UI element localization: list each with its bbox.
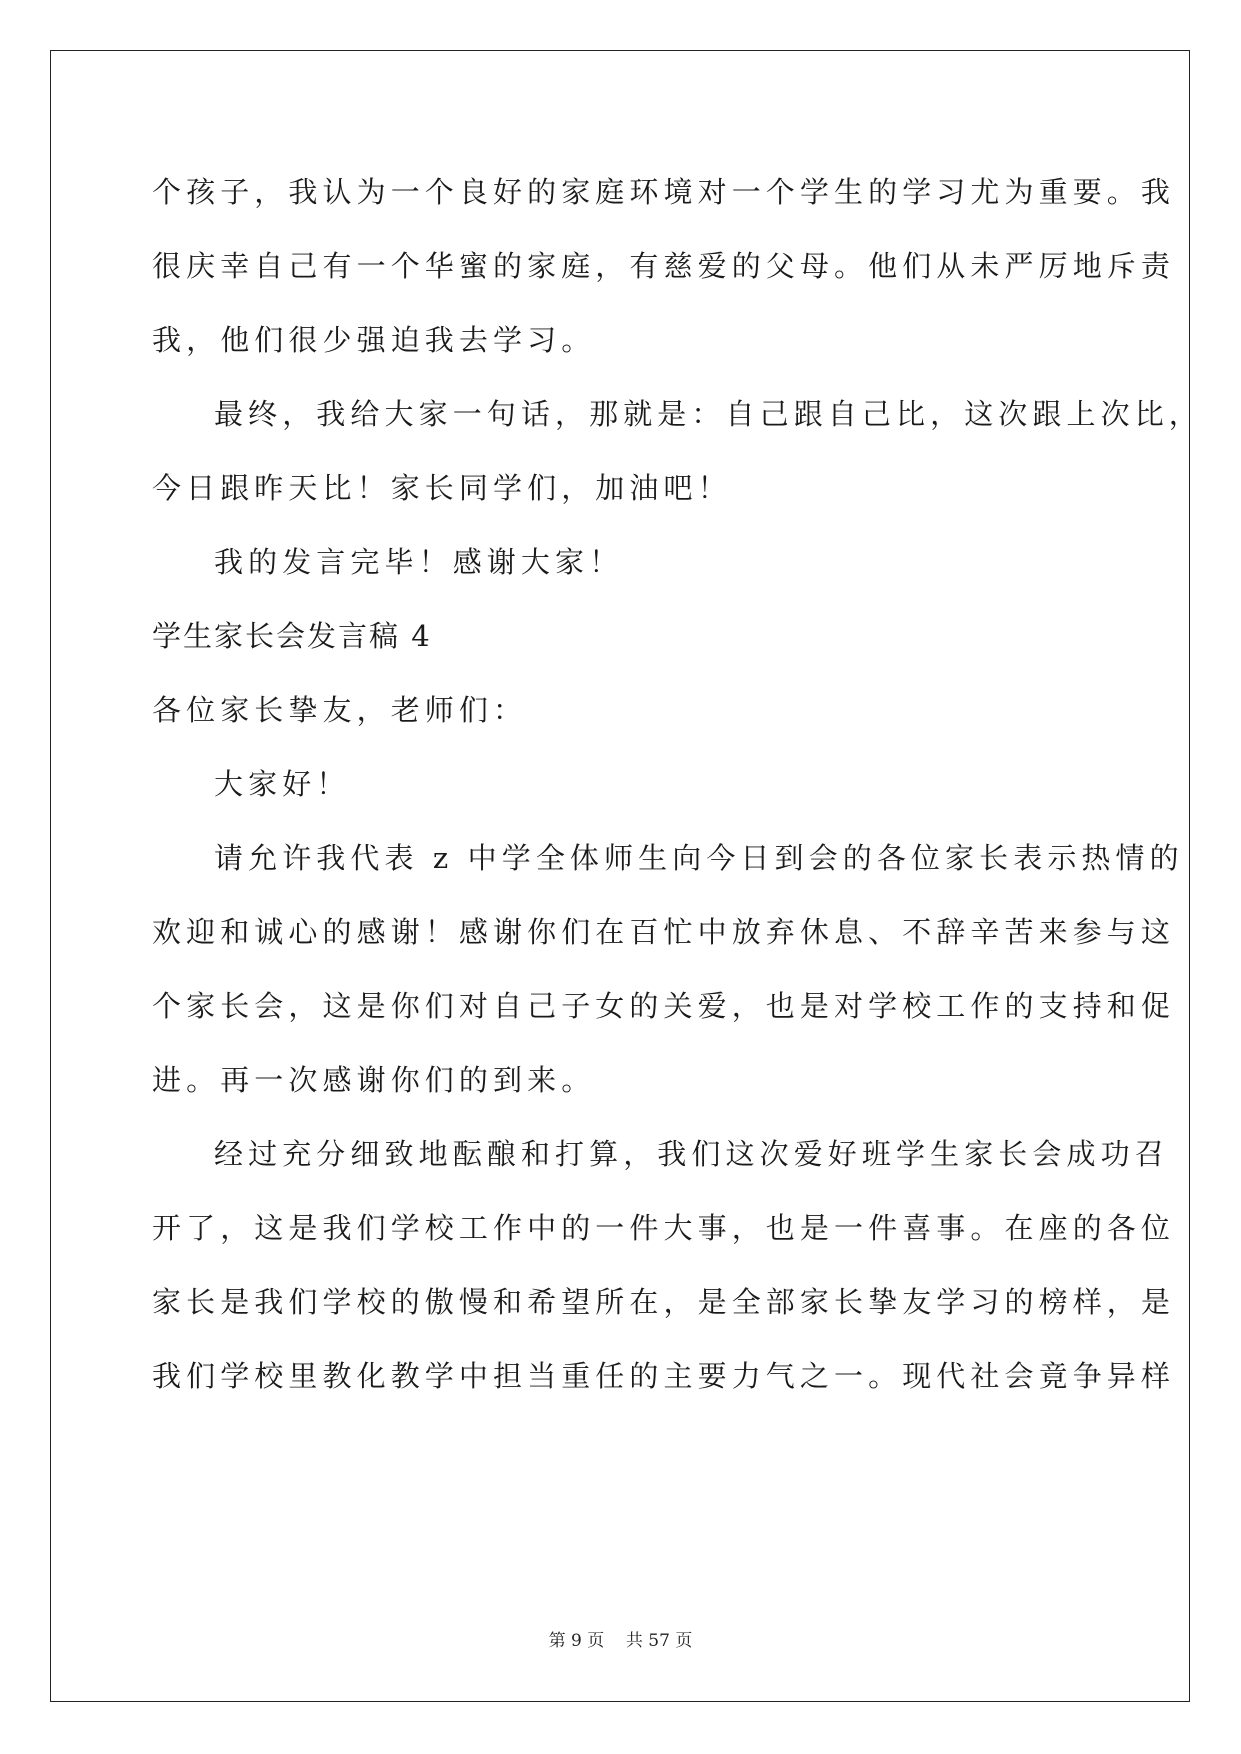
- paragraph-line: 我的发言完毕！感谢大家！: [214, 545, 624, 579]
- paragraph-line: 请允许我代表 z 中学全体师生向今日到会的各位家长表示热情的: [214, 841, 1184, 875]
- paragraph-line: 最终，我给大家一句话，那就是：自己跟自己比，这次跟上次比，: [214, 397, 1203, 431]
- paragraph-line: 经过充分细致地酝酿和打算，我们这次爱好班学生家长会成功召: [214, 1137, 1169, 1171]
- paragraph-line: 我，他们很少强迫我去学习。: [152, 323, 596, 357]
- paragraph-line: 欢迎和诚心的感谢！感谢你们在百忙中放弃休息、不辞辛苦来参与这: [152, 915, 1176, 949]
- paragraph-line: 进。再一次感谢你们的到来。: [152, 1063, 596, 1097]
- paragraph-line: 我们学校里教化教学中担当重任的主要力气之一。现代社会竟争异样: [152, 1359, 1176, 1393]
- section-heading: 学生家长会发言稿 4: [152, 619, 432, 653]
- paragraph-line: 个家长会，这是你们对自己子女的关爱，也是对学校工作的支持和促: [152, 989, 1176, 1023]
- paragraph-line: 很庆幸自己有一个华蜜的家庭，有慈爱的父母。他们从未严厉地斥责: [152, 249, 1176, 283]
- paragraph-line: 家长是我们学校的傲慢和希望所在，是全部家长挚友学习的榜样，是: [152, 1285, 1176, 1319]
- page-number: 第 9 页: [548, 1631, 605, 1651]
- greeting: 大家好！: [214, 767, 351, 801]
- salutation: 各位家长挚友，老师们：: [152, 693, 528, 727]
- paragraph-line: 个孩子，我认为一个良好的家庭环境对一个学生的学习尤为重要。我: [152, 175, 1176, 209]
- page-total: 共 57 页: [625, 1631, 693, 1651]
- paragraph-line: 今日跟昨天比！家长同学们，加油吧！: [152, 471, 732, 505]
- paragraph-line: 开了，这是我们学校工作中的一件大事，也是一件喜事。在座的各位: [152, 1211, 1176, 1245]
- page-footer: [0, 1630, 1241, 1652]
